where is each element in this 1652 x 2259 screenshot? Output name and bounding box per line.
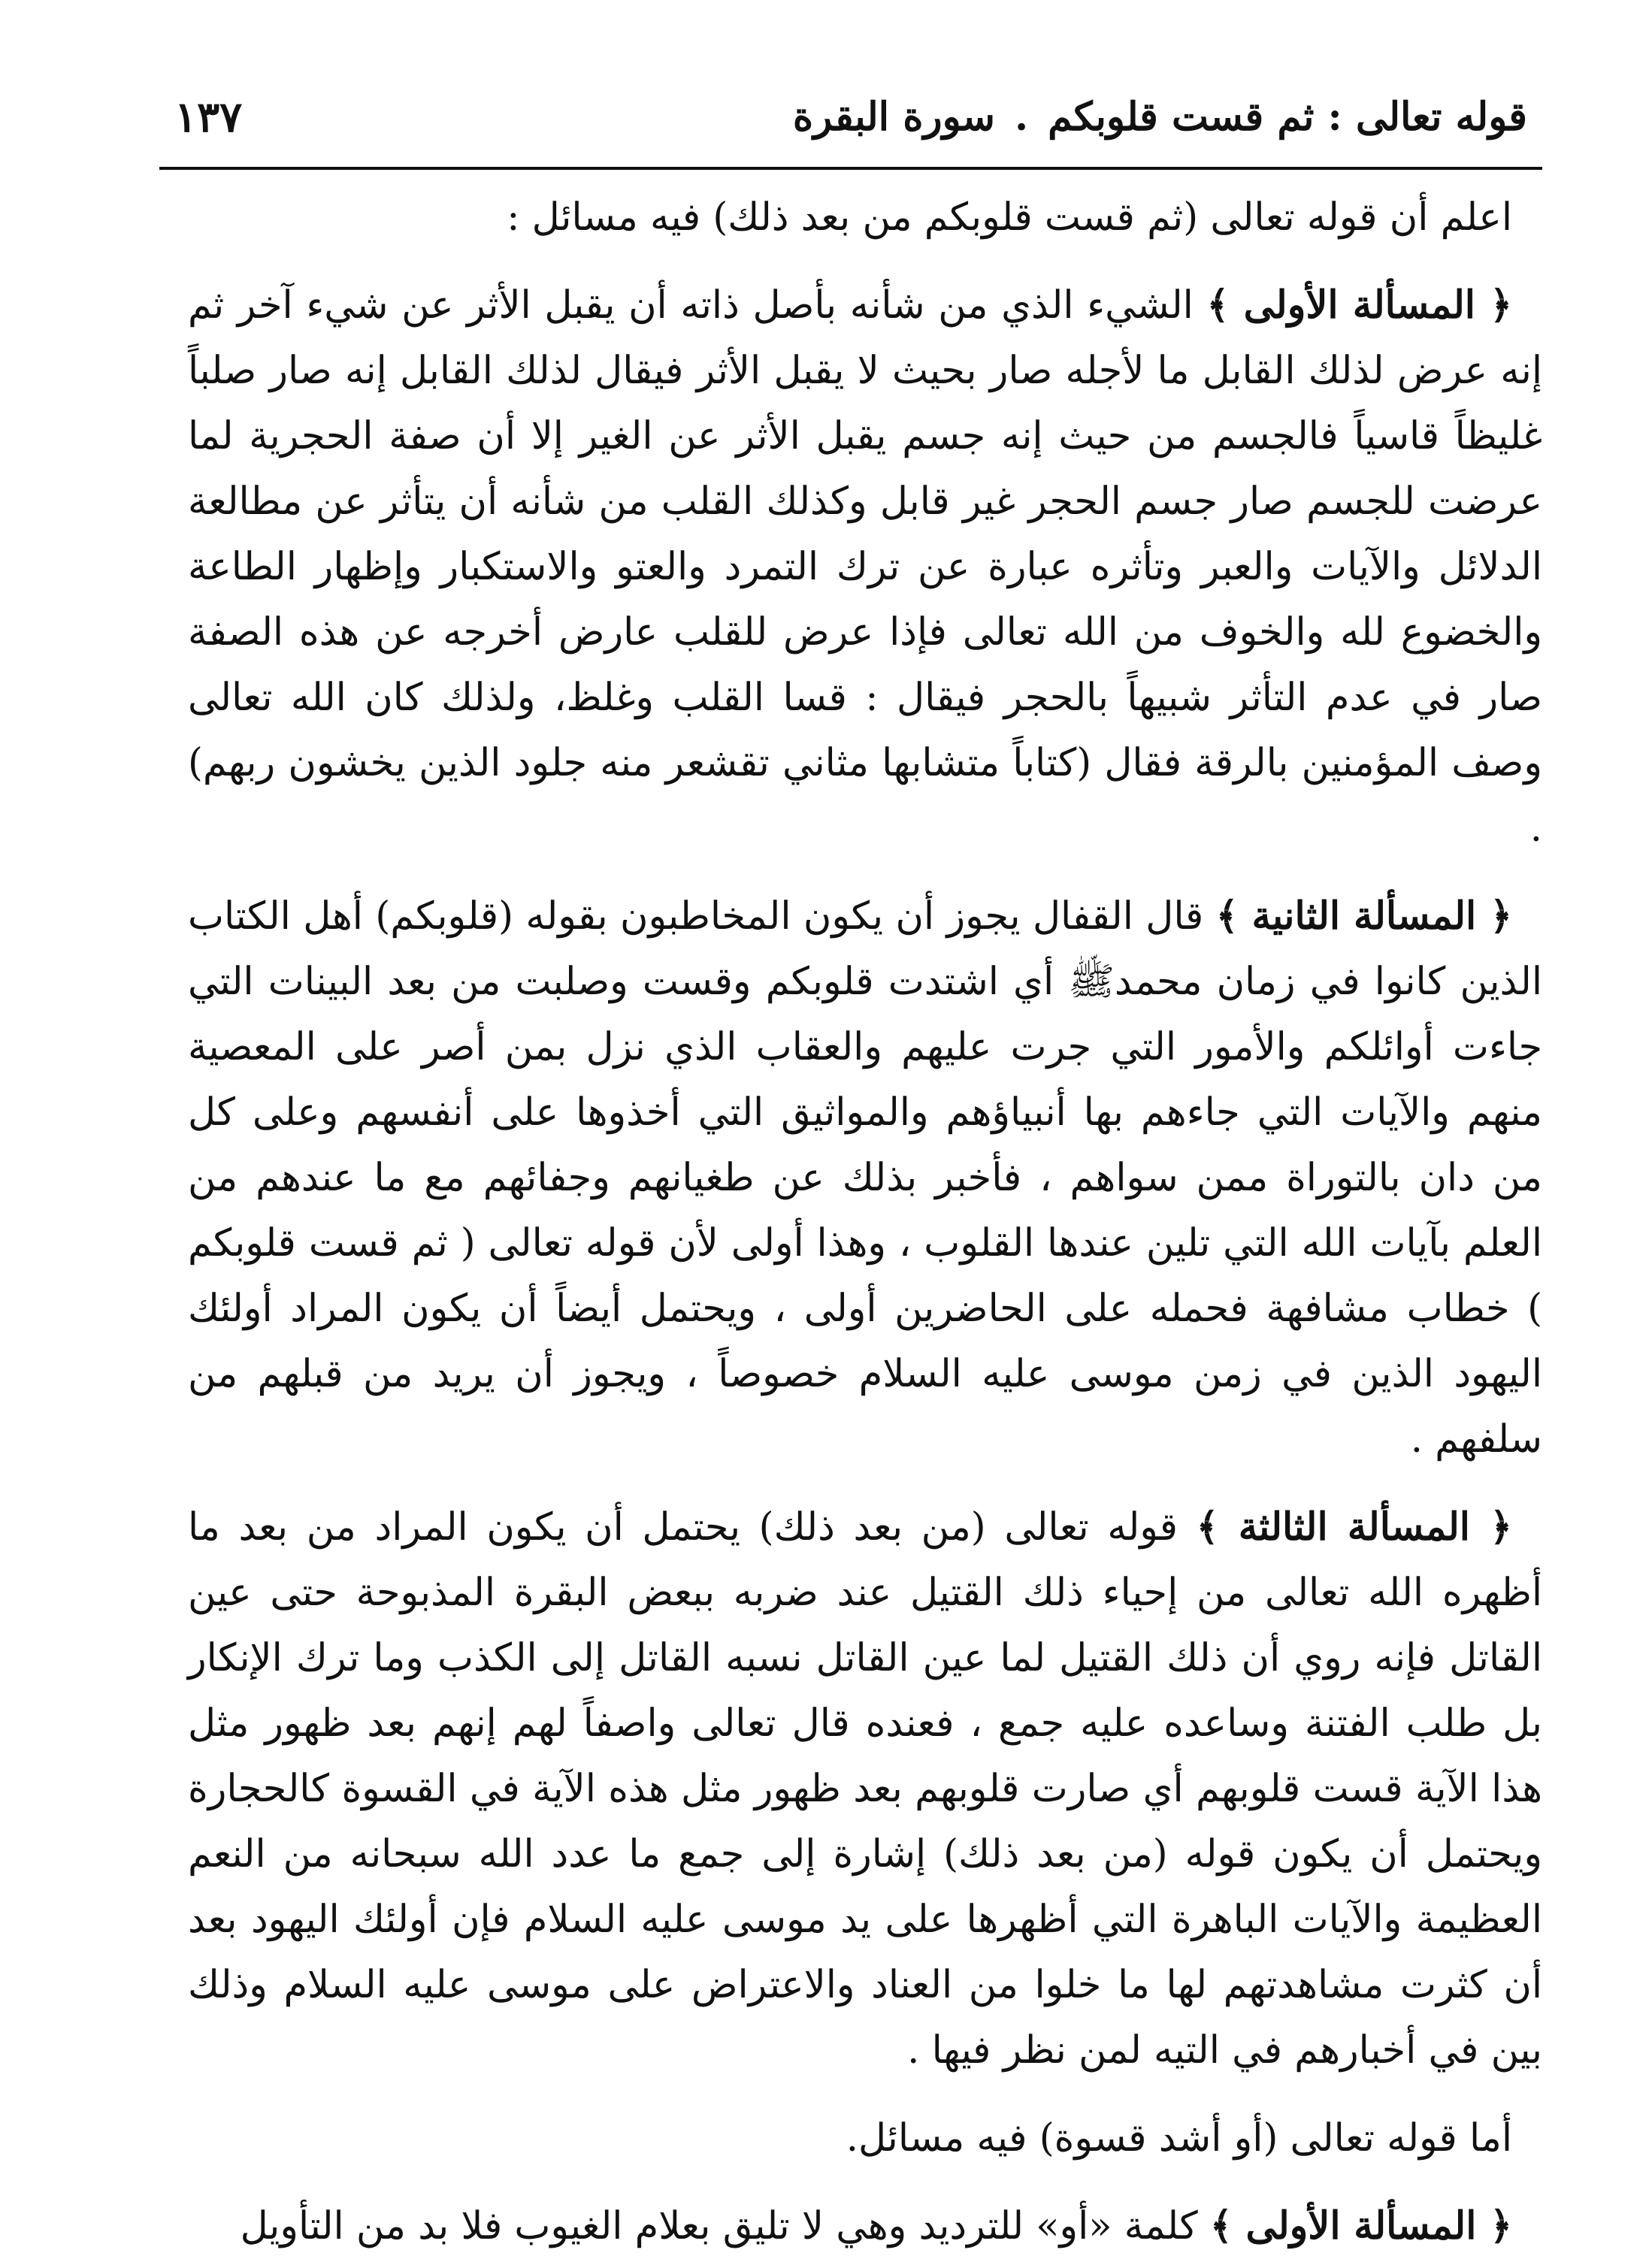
issue-label: ﴿ المسألة الأولى ﴾ (1209, 2203, 1512, 2248)
issue-three-paragraph (188, 1495, 1542, 2083)
surah-name: سورة البقرة (792, 93, 996, 140)
second-issue-one-paragraph (188, 2194, 1542, 2259)
second-intro-paragraph (188, 2106, 1542, 2171)
paragraph-text: اعلم أن قوله تعالى (ثم قست قلوبكم من بعد ذلك) فيه مسائل : (507, 195, 1512, 240)
issue-label: ﴿ المسألة الثالثة ﴾ (1196, 1504, 1512, 1550)
page-body (188, 185, 1543, 2248)
running-header (793, 94, 1527, 141)
paragraph-text: قال القفال يجوز أن يكون المخاطبون بقوله (قلوبكم) أهل الكتاب الذين كانوا في زمان محمدﷺ أي اشتدت قلوبكم وقست وصلبت من بعد البينات التي جاءت أوائلكم والأمور التي جرت عليهم والعقاب الذي نزل بمن أصر على المعصية منهم والآيات التي جاءهم بها أنبياؤهم والمواثيق التي أخذوها على أنفسهم وعلى كل من دان بالتوراة ممن سواهم ، فأخبر بذلك عن طغيانهم وجفائهم مع ما عندهم من العلم بآيات الله التي تلين عندها القلوب ، وهذا أولى لأن قوله تعالى ( ثم قست قلوبكم ) خطاب مشافهة فحمله على الحاضرين أولى ، ويحتمل أيضاً أن يكون المراد أولئك اليهود الذين في زمن موسى عليه السلام خصوصاً ، ويجوز أن يريد من قبلهم من سلفهم . (188, 894, 1542, 1462)
intro-paragraph (188, 185, 1542, 250)
header-divider (159, 167, 1542, 170)
issue-two-paragraph (188, 884, 1542, 1472)
page-number: ١٣٧ (174, 92, 243, 142)
paragraph-text: أما قوله تعالى (أو أشد قسوة) فيه مسائل. (846, 2116, 1512, 2161)
issue-one-paragraph (188, 273, 1542, 861)
paragraph-text: قوله تعالى (من بعد ذلك) يحتمل أن يكون المراد من بعد ما أظهره الله تعالى من إحياء ذلك القتيل عند ضربه ببعض البقرة المذبوحة حتى عين القاتل فإنه روي أن ذلك القتيل لما عين القاتل نسبه القاتل إلى الكذب وما ترك الإنكار بل طلب الفتنة وساعده عليه جمع ، فعنده قال تعالى واصفاً لهم إنهم بعد ظهور مثل هذا الآية قست قلوبهم أي صارت قلوبهم بعد ظهور مثل هذه الآية في القسوة كالحجارة ويحتمل أن يكون قوله (من بعد ذلك) إشارة إلى جمع ما عدد الله سبحانه من النعم العظيمة والآيات الباهرة التي أظهرها على يد موسى عليه السلام فإن أولئك اليهود بعد أن كثرت مشاهدتهم لها ما خلوا من العناد والاعتراض على موسى عليه السلام وذلك بين في أخبارهم في التيه لمن نظر فيها . (188, 1505, 1543, 2073)
running-title: قوله تعالى : ثم قست قلوبكم (1048, 93, 1527, 140)
issue-label: ﴿ المسألة الأولى ﴾ (1206, 283, 1513, 328)
paragraph-text: الشيء الذي من شأنه بأصل ذاته أن يقبل الأثر عن شيء آخر ثم إنه عرض لذلك القابل ما لأجله صار بحيث لا يقبل الأثر فيقال لذلك القابل إنه صار صلباً غليظاً قاسياً فالجسم من حيث إنه جسم يقبل الأثر عن الغير إلا أن صفة الحجرية لما عرضت للجسم صار جسم الحجر غير قابل وكذلك القلب من شأنه أن يتأثر عن مطالعة الدلائل والآيات والعبر وتأثره عبارة عن ترك التمرد والعتو والاستكبار وإظهار الطاعة والخضوع لله والخوف من الله تعالى فإذا عرض للقلب عارض أخرجه عن هذه الصفة صار في عدم التأثر شبيهاً بالحجر فيقال : قسا القلب وغلظ، ولذلك كان الله تعالى وصف المؤمنين بالرقة فقال (كتاباً متشابها مثاني تقشعر منه جلود الذين يخشون ربهم) . (188, 283, 1542, 851)
paragraph-text: كلمة «أو» للترديد وهي لا تليق بعلام الغيوب فلا بد من التأويل (240, 2204, 1198, 2248)
header-separator: . (1015, 93, 1029, 140)
issue-label: ﴿ المسألة الثانية ﴾ (1215, 894, 1512, 939)
page-header (174, 72, 1527, 162)
